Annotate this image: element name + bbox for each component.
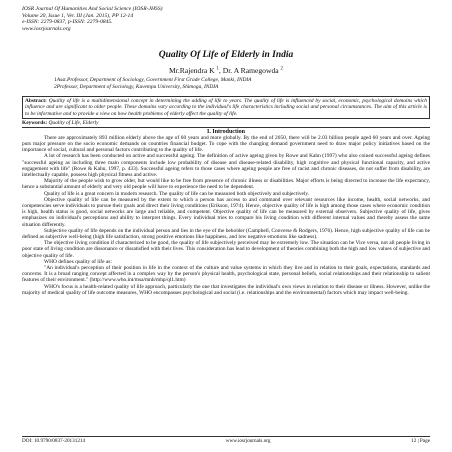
section-heading: I. Introduction (207, 128, 245, 135)
affiliation-1: 1Asst.Professor, Department of Sociology, Government First Grade College, Manki, INDIA (54, 77, 252, 84)
author-separator: , Dr. A Ramegowda (218, 66, 279, 76)
body-paragraph: Quality of life is a great concern in modern research. The quality of life can be measured both objectively and subjectively. (44, 190, 310, 197)
body-paragraph: WHO defines quality of life as: (44, 258, 112, 265)
keywords (22, 120, 430, 126)
keywords-label: Keywords: (22, 119, 48, 126)
journal-header (22, 6, 430, 32)
footer-site: www.iosrjournals.org (225, 438, 271, 444)
affiliation-2: 2Professor, Department of Sociology, Kuvempu University, Shimoga, INDIA (54, 83, 219, 90)
author-1: Mr.Rajendra K (169, 66, 215, 76)
abstract-label: Abstract: (25, 98, 47, 105)
footer-page-number: 12 | Page (411, 438, 430, 444)
body-paragraph: There are approximately 893 million elderly above the age of 60 years and more globally. By the end of 2050, there will be 2.03 billion people aged 60 years and over. Ageing puts major pressure on the socio economic demands on countries financial budget. To cope with the changing demand government need to draw major policy initiatives based on the importance of social, cultural and personal factors contributing to the quality of life. (22, 134, 430, 154)
body-paragraph: Subjective quality of life depends on the individual person and lies in the eye of the beholder (Campbell, Converse & Rodgers, 1976). Hence, high subjective quality of life can be defined as subjective well-being (high life satisfaction, strong positive emotions like happiness, and low negative emotions like sadness). (22, 227, 430, 241)
author-line (22, 66, 430, 75)
body-paragraph: Majority of the people wish to grow older, but would like to be free from presence of chronic illness or disabilities. Major efforts is being directed to increase the life expectancy, hence a substantial amount of elderly and very old people will have to experience the need to be dependent. (22, 178, 430, 191)
body-paragraph: The objective living condition if characterized to be good, the quality of life subjectively perceived may be extremely low. The situation can be Vice versa, not all people living in poor state of living condition are dissonance or dissatisfied with their lives. This consideration has lead to development of theories combining both the high and low values of subjective and objective quality of life. (22, 240, 430, 259)
paper-title: Quality Of Life of Elderly in India (158, 50, 294, 61)
abstract-box (22, 96, 430, 119)
body-paragraph: Objective quality of life can be measured by the extent to which a person has access to and command over relevant resources like income, health, social networks, and competencies serve individuals to pursue their goals and direct their living conditions (Erikson, 1974). Hence, objective quality of life is high among those cases where economic condition is high, health status is good, social networks are large and reliable, and competent. Objective quality of life can be measured by external observers. Subjective quality of life, gives emphasizes on individual's perceptions and ability to interpret things. Every individual tries to compare his living condition with different internal values and thereby assess the same situation differently. (22, 196, 430, 228)
page-footer (22, 436, 430, 444)
journal-volume: Volume 20, Issue 1, Ver. III (Jan. 2015), PP 12-14 (22, 12, 134, 19)
body-paragraph: A lot of research has been conducted on active and successful ageing. The definition of active ageing given by Rowe and Kahn (1997) who also coined successful ageing defines "successful ageing as including three main components include low probability of disease and disease-related disability, high cognitive and physical functional capacity, and active engagement with life" (Rowe & Kahn, 1997, p. 433). Successful ageing refers to those cases where ageing people are free of racist and chronic diseases, do not suffer from disability, are intellectually capable, possess high physical fitness and active. (22, 153, 430, 179)
author-1-sup: 1 (216, 66, 219, 72)
affiliations (22, 77, 430, 90)
journal-url: www.iosrjournals.org (22, 25, 71, 32)
keywords-text: Quality of Life, Elderly (47, 119, 99, 126)
footer-doi: DOI: 10.9790/0837-20131214 (22, 438, 86, 444)
keywords-divider (22, 127, 430, 128)
journal-name: IOSR Journal Of Humanities And Social Science (IOSR-JHSS) (22, 6, 163, 12)
who-quote: "An individual's perception of their position in life in the context of the culture and value systems in which they live and in relation to their goals, expectations, standards and concerns. It is a broad ranging concept affected in a complex way by the person's physical health, psychological state, personal beliefs, social relationships and their relationship to salient features of their environment." (http://www.who.int/msa/mnh/mhp/ql1.htm) (22, 265, 430, 284)
abstract-text: Quality of life is a multidimensional concept in determining the adding of life to years. The quality of life is influenced by social, economic, psychological domains which influence and are significant to older people. These domains vary according to the individual's life characteristics including social and personal circumstances. The aim of this article is to be informative and to provide a view on how health problems of elderly affect the quality of life. (25, 98, 427, 117)
author-2-sup: 2 (280, 66, 283, 72)
journal-issn: e-ISSN: 2279-0837, p-ISSN: 2279-0845. (22, 19, 113, 26)
body-paragraph: WHO's focus is a health-related quality of life approach, particularly the one that investigates the individual's own views in relation to their disease or illness. However, unlike the majority of medical quality of life outcome measures, WHO encompasses psychological and social (i.e. relationships and the environmental) factors which may impact well-being. (22, 283, 430, 296)
